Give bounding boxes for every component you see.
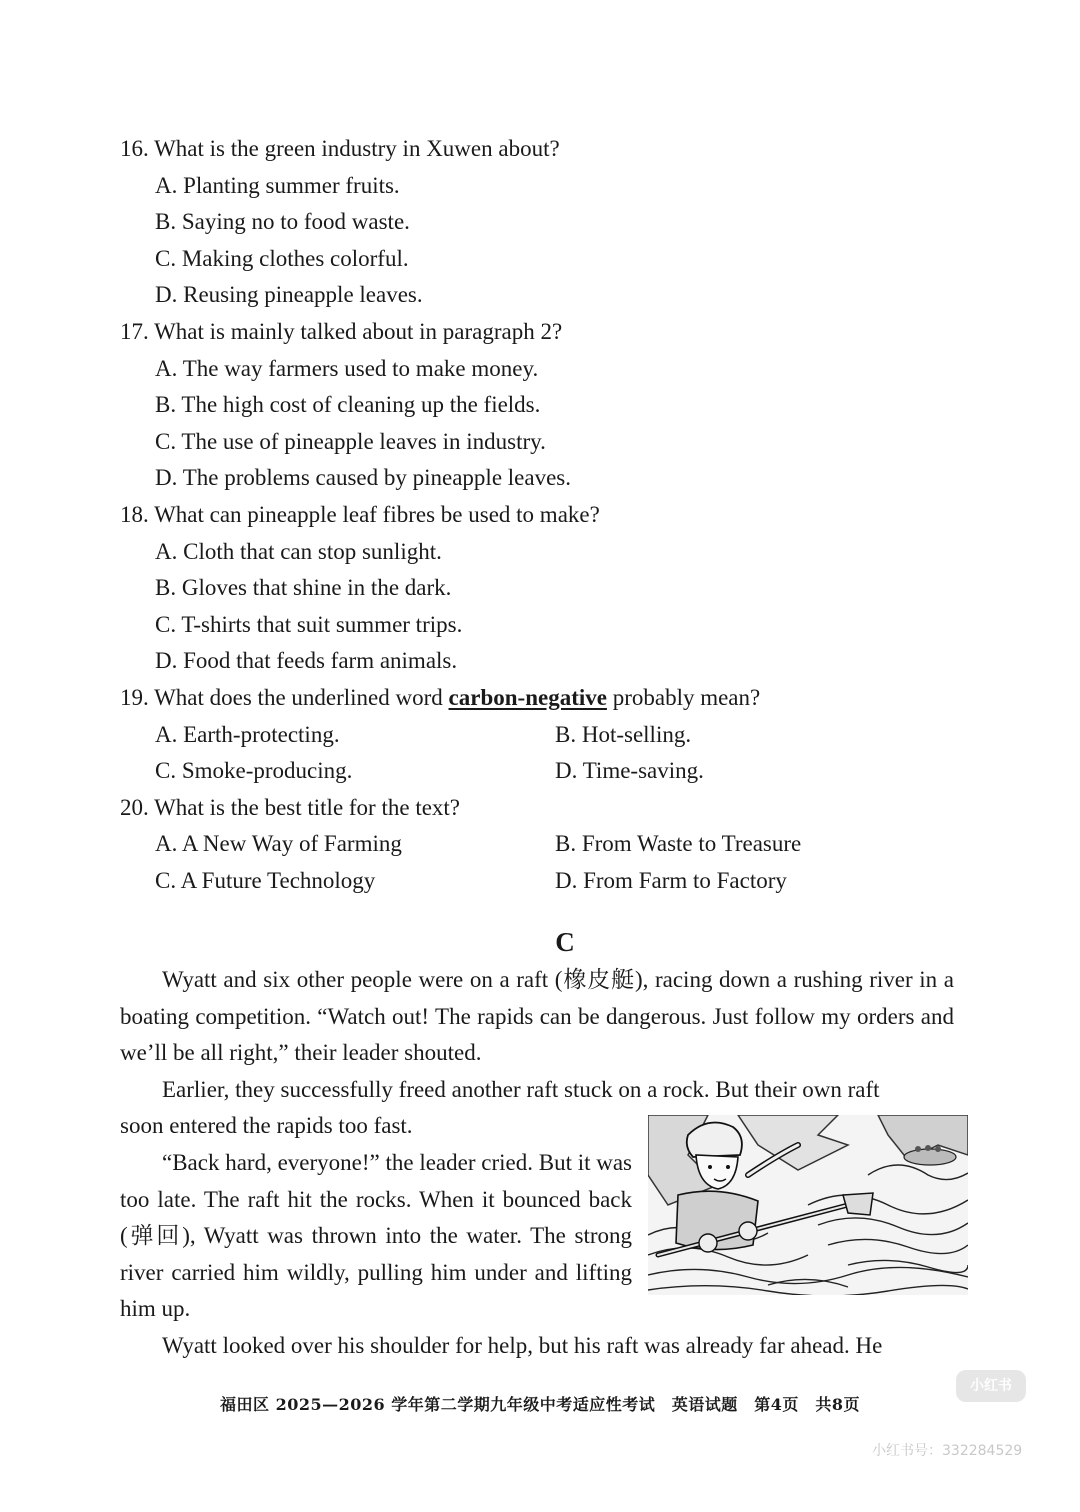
q17-option-c: C. The use of pineapple leaves in industry. — [155, 428, 546, 454]
watermark-logo: 小红书 — [956, 1370, 1026, 1402]
passage-paragraph-2-cont: soon entered the rapids too fast. — [120, 1113, 413, 1139]
questions-section — [120, 131, 980, 899]
question-18-stem: 18. What can pineapple leaf fibres be used to make? — [120, 501, 600, 527]
q20-options-row-2 — [120, 863, 980, 900]
q18-option-d: D. Food that feeds farm animals. — [155, 648, 458, 674]
watermark-id: 小红书号：332284529 — [872, 1443, 1023, 1459]
q20-options-row-1 — [120, 826, 980, 863]
q16-option-d: D. Reusing pineapple leaves. — [155, 282, 423, 308]
section-title: C — [555, 927, 575, 957]
q17-option-d: D. The problems caused by pineapple leaves. — [155, 465, 571, 491]
q19-stem-after: probably mean? — [606, 684, 761, 710]
q17-option-a: A. The way farmers used to make money. — [155, 355, 539, 381]
q17-option-b: B. The high cost of cleaning up the fields. — [155, 392, 541, 418]
q20-option-b: B. From Waste to Treasure — [555, 831, 802, 857]
q16-option-a: A. Planting summer fruits. — [155, 172, 400, 198]
page-footer: 福田区 2025—2026 学年第二学期九年级中考适应性考试 英语试题 第4页 共8页 — [220, 1395, 860, 1414]
passage-paragraph-2: Earlier, they successfully freed another raft stuck on a rock. But their own raft — [162, 1076, 880, 1102]
q19-options-row-2 — [120, 753, 980, 790]
q19-stem-before: 19. What does the underlined word — [120, 684, 449, 710]
q16-option-b: B. Saying no to food waste. — [155, 209, 410, 235]
question-20-stem: 20. What is the best title for the text? — [120, 794, 461, 820]
q19-option-c: C. Smoke-producing. — [155, 758, 353, 784]
question-17-stem: 17. What is mainly talked about in paragraph 2? — [120, 318, 563, 344]
q19-option-a: A. Earth-protecting. — [155, 721, 340, 747]
q16-option-c: C. Making clothes colorful. — [155, 245, 409, 271]
q19-options-row-1 — [120, 717, 980, 754]
passage-paragraph-4: Wyatt looked over his shoulder for help, but his raft was already far ahead. He — [162, 1332, 883, 1358]
underlined-word: carbon-negative — [448, 684, 607, 710]
passage-paragraph-3: “Back hard, everyone!” the leader cried. But it was too late. The raft hit the rocks. When it bounced back (弹回), Wyatt was thrown into the water. The strong river carried him wildly, pulling him under and lifting him up. — [120, 1149, 633, 1322]
q20-option-a: A. A New Way of Farming — [155, 831, 402, 857]
q18-option-c: C. T-shirts that suit summer trips. — [155, 611, 463, 637]
question-16-stem: 16. What is the green industry in Xuwen about? — [120, 136, 560, 161]
q19-option-d: D. Time-saving. — [555, 758, 704, 784]
q20-option-d: D. From Farm to Factory — [555, 867, 787, 893]
q18-option-b: B. Gloves that shine in the dark. — [155, 575, 452, 601]
passage-paragraph-1: Wyatt and six other people were on a raft (橡皮艇), racing down a rushing river in a boating competition. “Watch out! The rapids can be dangerous. Just follow my orders and we’ll be all right,” their leader shouted. — [120, 967, 954, 1066]
question-19-stem — [120, 680, 980, 717]
q19-option-b: B. Hot-selling. — [555, 721, 692, 747]
rafting-illustration — [648, 1115, 968, 1295]
q18-option-a: A. Cloth that can stop sunlight. — [155, 538, 442, 564]
q20-option-c: C. A Future Technology — [155, 867, 376, 893]
